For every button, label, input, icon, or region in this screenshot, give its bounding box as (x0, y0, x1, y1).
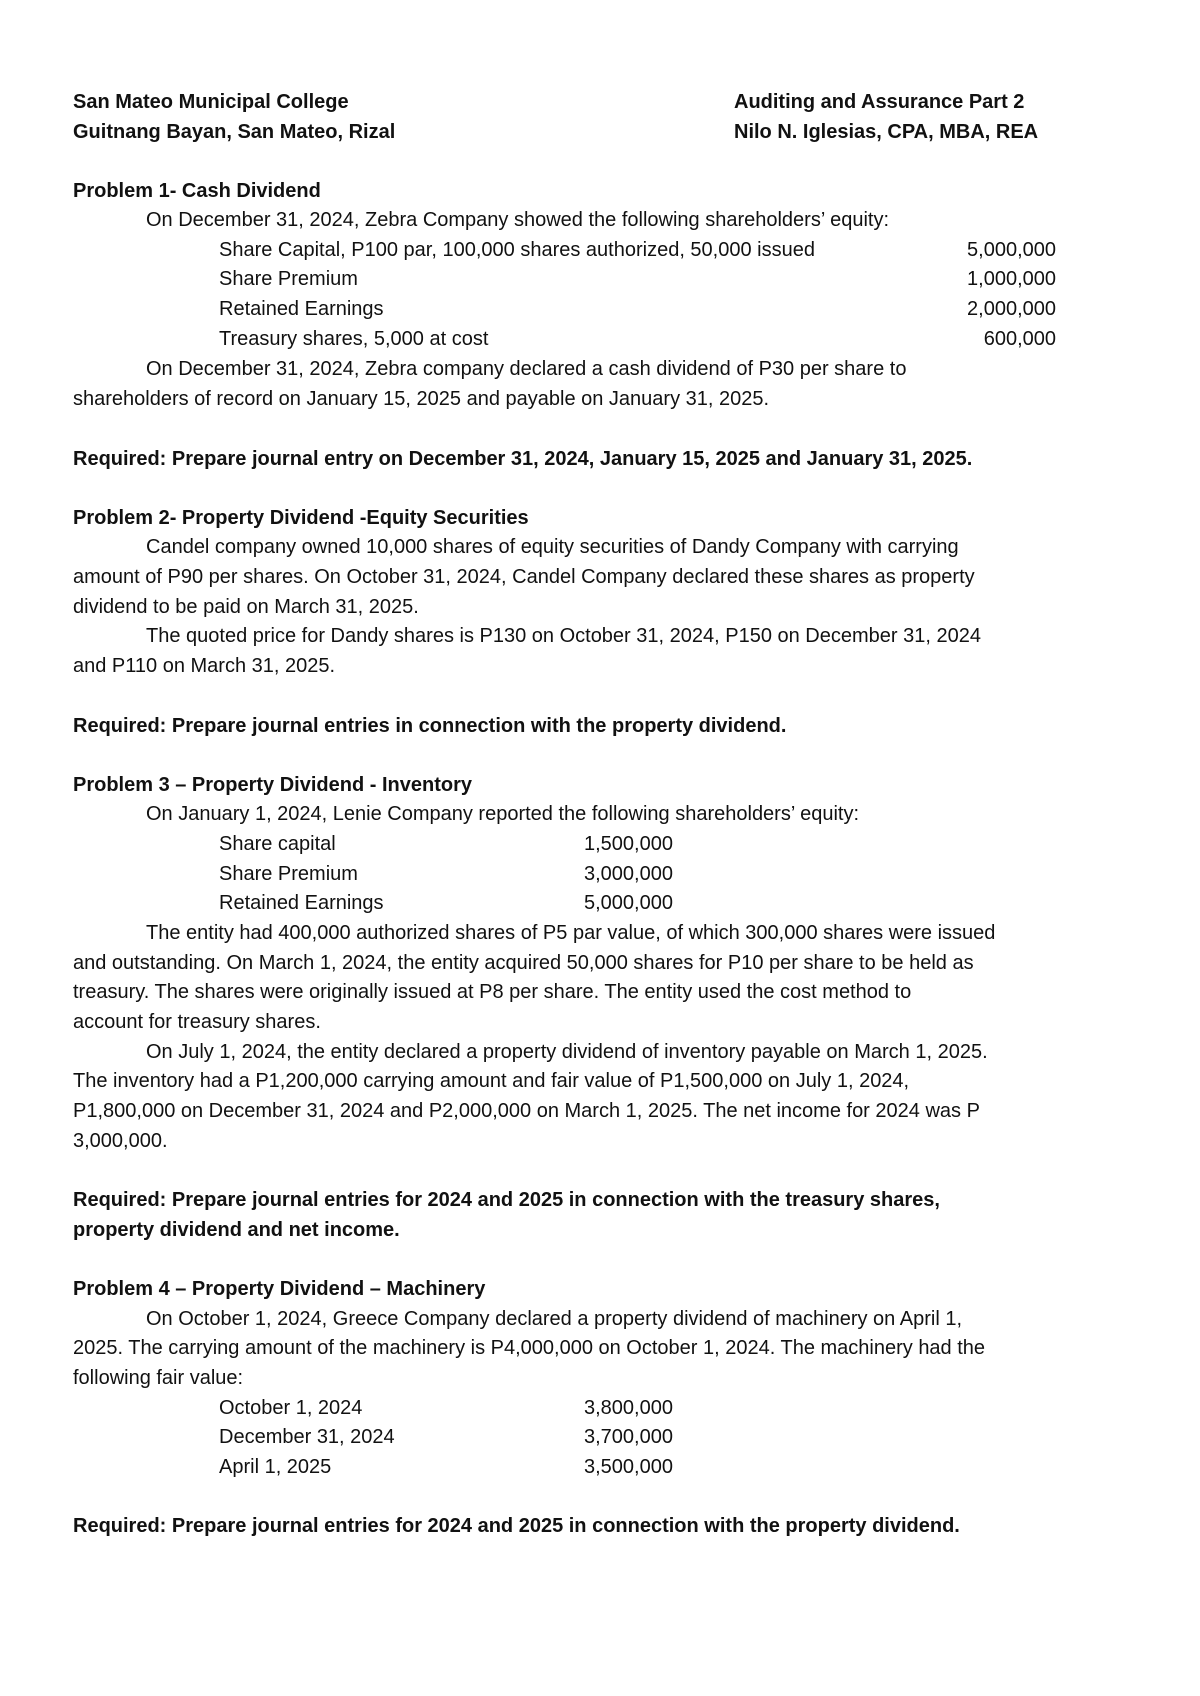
problem4-item-label: April 1, 2025 (219, 1456, 332, 1478)
problem4-title: Problem 4 – Property Dividend – Machinery (73, 1278, 486, 1300)
problem3-paragraph: and outstanding. On March 1, 2024, the entity acquired 50,000 shares for P10 per share to be held as (73, 952, 974, 974)
problem1-item-label: Retained Earnings (219, 298, 384, 320)
problem4-paragraph: 2025. The carrying amount of the machinery is P4,000,000 on October 1, 2024. The machinery had the (73, 1337, 986, 1359)
problem3-paragraph: P1,800,000 on December 31, 2024 and P2,000,000 on March 1, 2025. The net income for 2024 was P (73, 1100, 980, 1122)
problem1-required: Required: Prepare journal entry on December 31, 2024, January 15, 2025 and January 31, 2025. (73, 448, 973, 470)
problem3-item-label: Share Premium (219, 863, 358, 885)
problem3-required: property dividend and net income. (73, 1219, 400, 1241)
problem4-item-amount: 3,500,000 (584, 1456, 673, 1478)
problem3-paragraph: On July 1, 2024, the entity declared a property dividend of inventory payable on March 1, 2025. (146, 1041, 988, 1063)
problem1-item-amount: 2,000,000 (967, 298, 1056, 320)
problem3-item-label: Retained Earnings (219, 892, 384, 914)
problem3-required: Required: Prepare journal entries for 2024 and 2025 in connection with the treasury shares, (73, 1189, 940, 1211)
problem1-item-amount: 5,000,000 (967, 239, 1056, 261)
problem2-title: Problem 2- Property Dividend -Equity Securities (73, 507, 529, 529)
problem1-title: Problem 1- Cash Dividend (73, 180, 321, 202)
problem1-paragraph: On December 31, 2024, Zebra company declared a cash dividend of P30 per share to (146, 358, 907, 380)
problem1-item-amount: 600,000 (983, 328, 1056, 350)
problem1-intro: On December 31, 2024, Zebra Company showed the following shareholders’ equity: (146, 209, 890, 231)
problem1-item-label: Share Capital, P100 par, 100,000 shares authorized, 50,000 issued (219, 239, 815, 261)
problem4-required: Required: Prepare journal entries for 2024 and 2025 in connection with the property dividend. (73, 1515, 960, 1537)
problem4-paragraph: On October 1, 2024, Greece Company declared a property dividend of machinery on April 1, (146, 1308, 963, 1330)
problem3-item-amount: 1,500,000 (584, 833, 673, 855)
problem4-item-amount: 3,800,000 (584, 1397, 673, 1419)
problem3-item-amount: 3,000,000 (584, 863, 673, 885)
problem2-paragraph: dividend to be paid on March 31, 2025. (73, 596, 419, 618)
problem3-item-amount: 5,000,000 (584, 892, 673, 914)
problem3-paragraph: The inventory had a P1,200,000 carrying amount and fair value of P1,500,000 on July 1, 2024, (73, 1070, 910, 1092)
problem2-paragraph: amount of P90 per shares. On October 31, 2024, Candel Company declared these shares as property (73, 566, 975, 588)
problem2-paragraph: Candel company owned 10,000 shares of equity securities of Dandy Company with carrying (146, 536, 959, 558)
problem3-paragraph: 3,000,000. (73, 1130, 168, 1152)
course-title: Auditing and Assurance Part 2 (734, 91, 1025, 113)
problem3-paragraph: treasury. The shares were originally issued at P8 per share. The entity used the cost method to (73, 981, 912, 1003)
instructor-name: Nilo N. Iglesias, CPA, MBA, REA (734, 121, 1039, 143)
problem3-paragraph: The entity had 400,000 authorized shares of P5 par value, of which 300,000 shares were issued (146, 922, 996, 944)
problem3-paragraph: account for treasury shares. (73, 1011, 321, 1033)
problem4-item-label: October 1, 2024 (219, 1397, 363, 1419)
problem4-item-label: December 31, 2024 (219, 1426, 395, 1448)
problem2-paragraph: and P110 on March 31, 2025. (73, 655, 336, 677)
problem4-paragraph: following fair value: (73, 1367, 244, 1389)
problem1-item-label: Treasury shares, 5,000 at cost (219, 328, 489, 350)
problem1-item-amount: 1,000,000 (967, 268, 1056, 290)
problem2-required: Required: Prepare journal entries in connection with the property dividend. (73, 715, 787, 737)
problem4-item-amount: 3,700,000 (584, 1426, 673, 1448)
school-name: San Mateo Municipal College (73, 91, 349, 113)
problem3-item-label: Share capital (219, 833, 336, 855)
school-address: Guitnang Bayan, San Mateo, Rizal (73, 121, 396, 143)
problem1-item-label: Share Premium (219, 268, 358, 290)
problem1-paragraph: shareholders of record on January 15, 2025 and payable on January 31, 2025. (73, 388, 770, 410)
problem3-intro: On January 1, 2024, Lenie Company reported the following shareholders’ equity: (146, 803, 860, 825)
problem2-paragraph: The quoted price for Dandy shares is P130 on October 31, 2024, P150 on December 31, 2024 (146, 625, 981, 647)
problem3-title: Problem 3 – Property Dividend - Inventory (73, 774, 472, 796)
